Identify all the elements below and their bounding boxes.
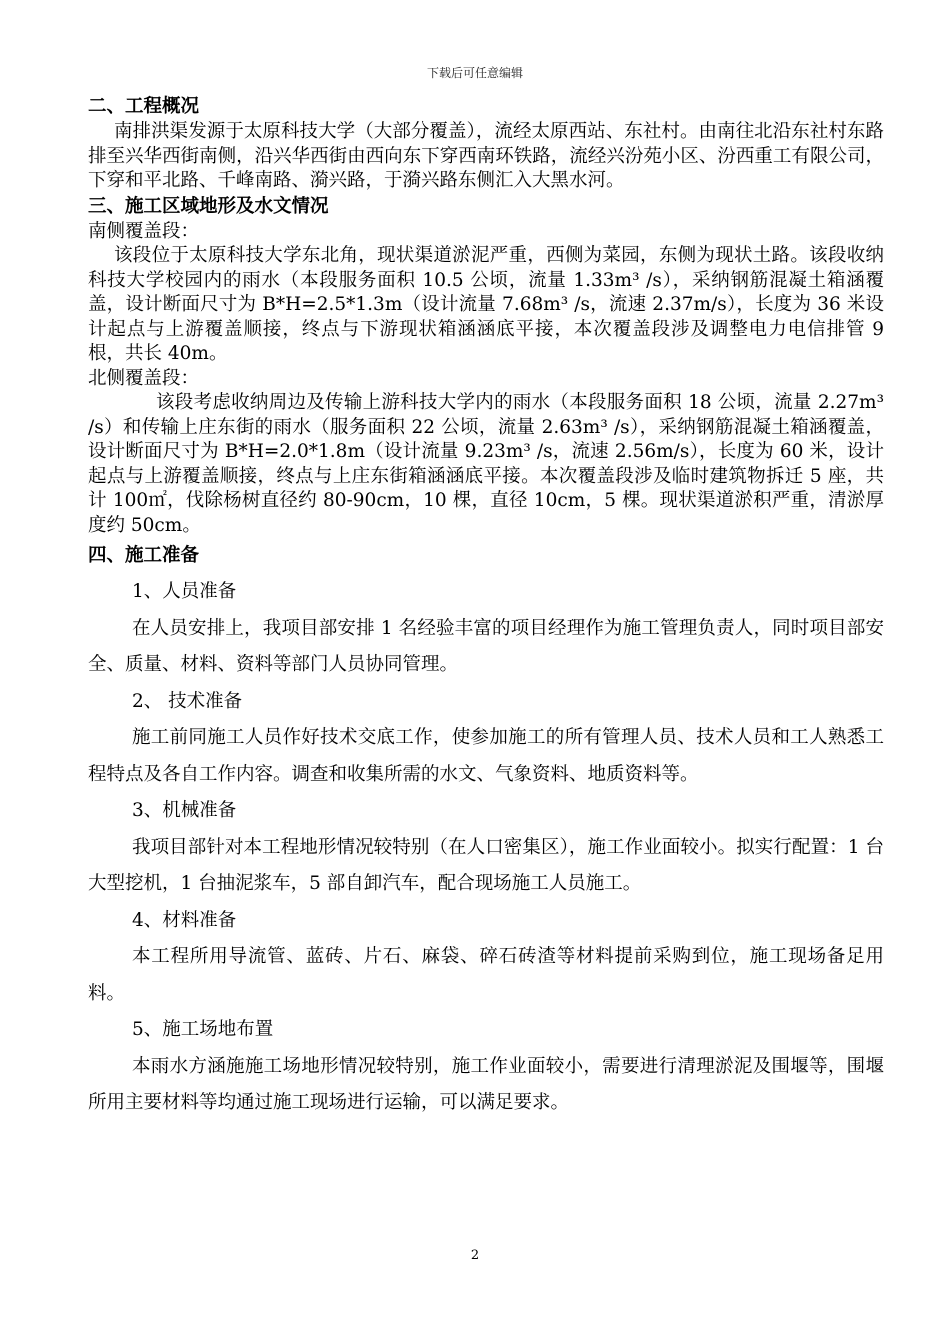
prep-item-title: 4、材料准备 xyxy=(132,909,237,931)
prep-item-text: 在人员安排上，我项目部安排 1 名经验丰富的项目经理作为施工管理负责人，同时项目部安全、质量、材料、资料等部门人员协同管理。 xyxy=(88,617,884,675)
section-heading-preparation: 四、施工准备 xyxy=(88,545,200,566)
page-header: 下载后可任意编辑 xyxy=(426,66,523,80)
document-body xyxy=(88,94,884,1122)
north-section-label: 北侧覆盖段： xyxy=(88,367,200,389)
prep-item-text: 本雨水方涵施施工场地形情况较特别，施工作业面较小，需要进行清理淤泥及围堰等，围堰所用主要材料等均通过施工现场进行运输，可以满足要求。 xyxy=(88,1055,884,1113)
prep-item-text: 我项目部针对本工程地形情况较特别（在人口密集区），施工作业面较小。拟实行配置：1 台大型挖机，1 台抽泥浆车，5 部自卸汽车，配合现场施工人员施工。 xyxy=(88,836,884,894)
page-number: 2 xyxy=(470,1248,480,1263)
prep-item-title: 1、人员准备 xyxy=(132,581,237,602)
section-heading-terrain: 三、施工区域地形及水文情况 xyxy=(88,195,329,217)
south-section-paragraph: 该段位于太原科技大学东北角，现状渠道淤泥严重，西侧为菜园，东侧为现状土路。该段收纳科技大学校园内的雨水（本段服务面积 10.5 公顷，流量 1.33m³ /s），采纳钢筋混凝土箱涵覆盖，设计断面尺寸为 B*H=2.5*1.3m（设计流量 7.68m³ /s，流速 2.37m/s），长度为 36 米设计起点与上游覆盖顺接，终点与下游现状箱涵涵底平接，本次覆盖段涉及调整电力电信排管 9 根，共长 40m。 xyxy=(88,245,884,364)
prep-item-text: 本工程所用导流管、蓝砖、片石、麻袋、碎石砖渣等材料提前采购到位，施工现场备足用料。 xyxy=(88,946,884,1004)
overview-paragraph: 南排洪渠发源于太原科技大学（大部分覆盖），流经太原西站、东社村。由南往北沿东社村东路排至兴华西街南侧，沿兴华西街由西向东下穿西南环铁路，流经兴汾苑小区、汾西重工有限公司，下穿和平北路、千峰南路、漪兴路，于漪兴路东侧汇入大黑水河。 xyxy=(88,121,884,191)
prep-item-title: 2、 技术准备 xyxy=(132,690,243,712)
prep-item-text: 施工前同施工人员作好技术交底工作，使参加施工的所有管理人员、技术人员和工人熟悉工程特点及各自工作内容。调查和收集所需的水文、气象资料、地质资料等。 xyxy=(88,727,884,785)
prep-item-title: 5、施工场地布置 xyxy=(132,1019,274,1040)
south-section-label: 南侧覆盖段： xyxy=(88,220,200,242)
north-section-paragraph: 该段考虑收纳周边及传输上游科技大学内的雨水（本段服务面积 18 公顷，流量 2.27m³ /s）和传输上庄东街的雨水（服务面积 22 公顷，流量 2.63m³ /s），采纳钢筋混凝土箱涵覆盖，设计断面尺寸为 B*H=2.0*1.8m（设计流量 9.23m³ /s，流速 2.56m/s），长度为 60 米，设计起点与上游覆盖顺接，终点与上庄东街箱涵涵底平接。本次覆盖段涉及临时建筑物拆迁 5 座，共计 100㎡，伐除杨树直径约 80-90cm，10 棵，直径 10cm，5 棵。现状渠道淤积严重，清淤厚度约 50cm。 xyxy=(88,392,884,536)
section-heading-overview: 二、工程概况 xyxy=(88,96,200,117)
prep-item-title: 3、机械准备 xyxy=(132,800,237,821)
